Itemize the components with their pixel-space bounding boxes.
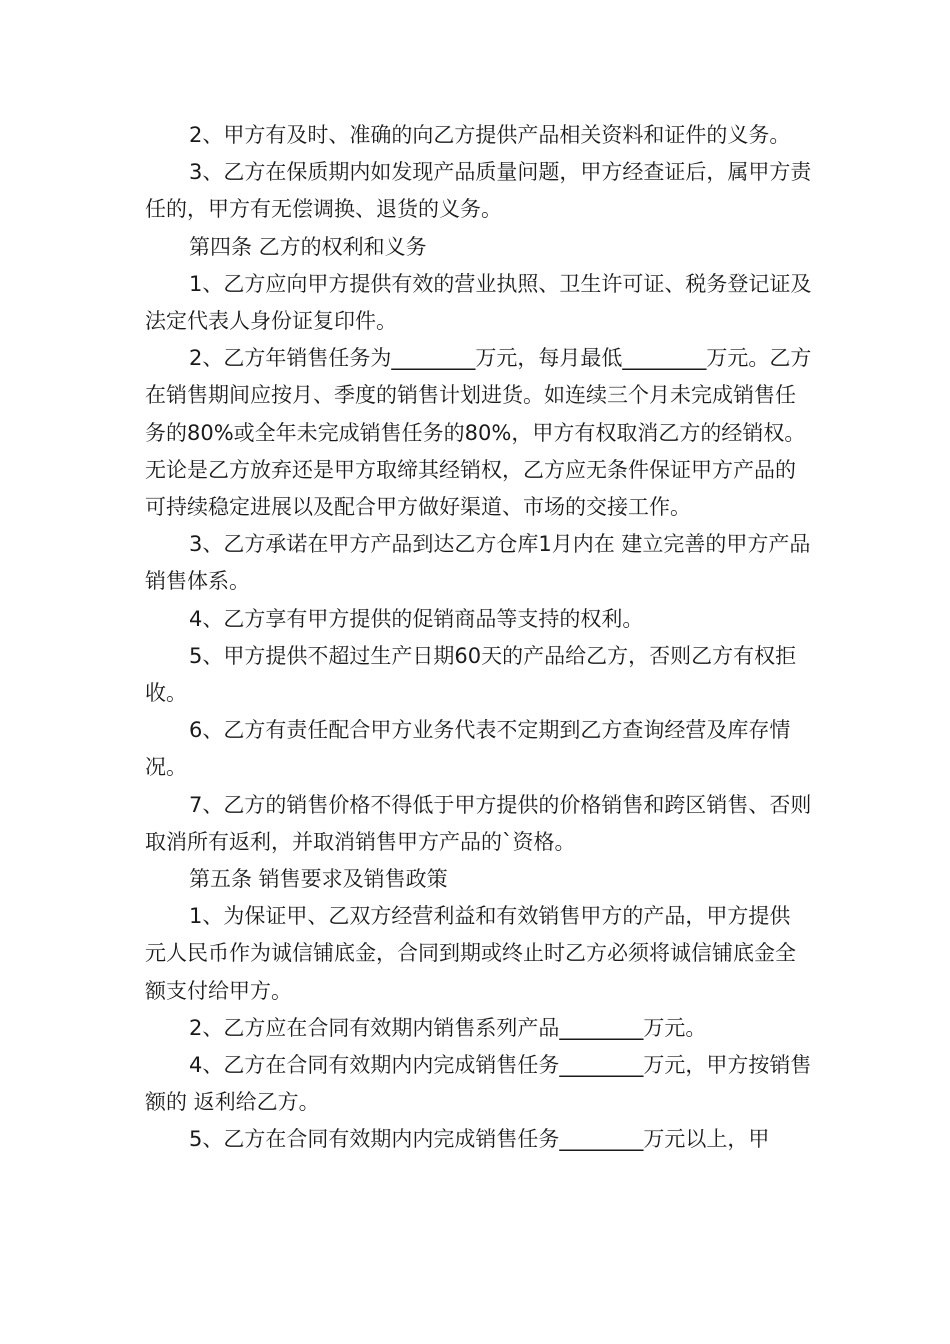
paragraph: 6、乙方有责任配合甲方业务代表不定期到乙方查询经营及库存情况。 <box>145 718 791 780</box>
paragraph: 2、乙方年销售任务为________万元，每月最低________万元。乙方在销售期间应按月、季度的销售计划进货。如连续三个月未完成销售任务的80%或全年未完成销售任务的80%，甲方有权取消乙方的经销权。无论是乙方放弃还是甲方取缔其经销权，乙方应无条件保证甲方产品的可持续稳定进展以及配合甲方做好渠道、市场的交接工作。 <box>145 346 812 520</box>
paragraph: 7、乙方的销售价格不得低于甲方提供的价格销售和跨区销售、否则取消所有返利，并取消销售甲方产品的`资格。 <box>145 792 812 854</box>
paragraph: 3、乙方承诺在甲方产品到达乙方仓库1月内在 建立完善的甲方产品销售体系。 <box>145 532 811 594</box>
paragraph: 2、甲方有及时、准确的向乙方提供产品相关资料和证件的义务。 <box>189 123 791 147</box>
paragraph: 3、乙方在保质期内如发现产品质量问题，甲方经查证后，属甲方责任的，甲方有无偿调换、退货的义务。 <box>145 160 812 222</box>
document-page <box>145 117 815 1159</box>
paragraph: 5、乙方在合同有效期内内完成销售任务________万元以上，甲 <box>189 1127 770 1152</box>
paragraph: 5、甲方提供不超过生产日期60天的产品给乙方，否则乙方有权拒收。 <box>145 643 797 706</box>
paragraph: 1、乙方应向甲方提供有效的营业执照、卫生许可证、税务登记证及法定代表人身份证复印件。 <box>145 271 812 334</box>
paragraph: 4、乙方在合同有效期内内完成销售任务________万元，甲方按销售额的 返利给乙方。 <box>145 1053 812 1115</box>
section-heading: 第五条 销售要求及销售政策 <box>189 867 448 892</box>
paragraph: 1、为保证甲、乙双方经营利益和有效销售甲方的产品，甲方提供 元人民币作为诚信铺底金，合同到期或终止时乙方必须将诚信铺底金全额支付给甲方。 <box>145 904 796 1003</box>
paragraph: 4、乙方享有甲方提供的促销商品等支持的权利。 <box>189 606 644 631</box>
paragraph: 2、乙方应在合同有效期内销售系列产品________万元。 <box>189 1015 707 1040</box>
section-heading: 第四条 乙方的权利和义务 <box>189 234 427 259</box>
